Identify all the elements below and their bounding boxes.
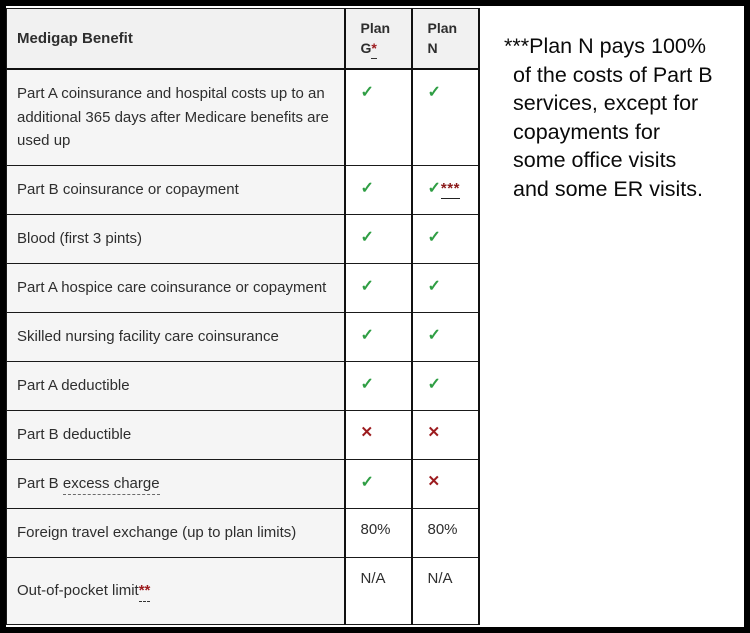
benefit-label-cell [7,558,345,625]
benefit-row [7,558,479,625]
benefit-label: Out-of-pocket limit [17,582,139,600]
plan-g-word: Plan [360,19,391,36]
plan-g-cell [345,362,412,411]
check-icon: ✓ [360,278,374,295]
column-header-plan-n [412,9,479,69]
plan-n-cell [412,509,479,558]
plan-n-cell [412,362,479,411]
footnote-line: and some ER visits. [513,176,703,201]
benefit-label: Part A hospice care coinsurance or copayment [17,279,327,297]
benefit-label-cell [7,313,345,362]
check-icon: ✓ [427,229,441,246]
benefit-label: Blood (first 3 pints) [17,230,143,248]
plan-n-cell [412,69,479,166]
benefit-label: Skilled nursing facility care coinsurance [17,328,279,346]
benefit-row [7,362,479,411]
benefit-label-cell [7,509,345,558]
header-row [7,9,479,69]
benefit-row [7,460,479,509]
benefit-row [7,69,479,166]
plan-g-cell [345,215,412,264]
check-icon: ✓ [360,474,374,491]
table-body [7,69,479,625]
footnote-line: ***Plan N pays 100% [504,34,706,58]
cell-value: 80% [427,521,458,538]
benefit-row [7,215,479,264]
check-icon: ✓ [360,327,374,344]
plan-n-cell [412,166,479,215]
cell-value: 80% [360,521,391,538]
benefit-label: Foreign travel exchange (up to plan limits) [17,524,297,542]
plan-g-cell [345,558,412,625]
check-icon: ✓ [360,180,374,197]
footnote-line: services, except for [513,91,699,116]
footnote-marker[interactable]: ** [139,582,151,602]
benefit-row [7,411,479,460]
plan-g-cell [345,264,412,313]
check-icon: ✓ [360,376,374,393]
plan-g-footnote-marker[interactable]: * [371,40,376,59]
benefit-label-cell [7,215,345,264]
table-header [7,9,479,69]
tooltip-term[interactable]: excess charge [63,475,160,495]
benefit-label-cell [7,166,345,215]
plan-n-word: Plan [427,19,458,36]
cross-icon: ✕ [360,424,374,441]
benefit-label: Part A deductible [17,377,130,395]
plan-n-footnote-text [504,32,744,204]
footnote-line: some office visits [513,148,677,173]
plan-n-letter: N [427,40,438,57]
check-icon: ✓ [427,327,441,344]
plan-n-cell [412,313,479,362]
plan-g-cell [345,166,412,215]
check-icon: ✓ [360,83,374,101]
footnote-line: copayments for [513,119,660,144]
cross-icon: ✕ [427,473,441,490]
benefit-label-cell [7,264,345,313]
benefit-header-label: Medigap Benefit [17,29,133,47]
plan-g-cell [345,411,412,460]
medigap-benefit-table [6,8,480,625]
plan-n-cell [412,264,479,313]
benefit-row [7,313,479,362]
cell-value: N/A [427,570,453,587]
benefit-label: Part B [17,475,63,493]
plan-n-cell [412,558,479,625]
plan-g-cell [345,69,412,166]
footnote-stars-link[interactable]: *** [440,180,460,197]
cross-icon: ✕ [427,424,441,441]
check-icon: ✓ [427,180,441,197]
benefit-label: Part B deductible [17,426,132,444]
benefit-label: Part B coinsurance or copayment [17,181,239,199]
benefit-row [7,509,479,558]
footnote-line: of the costs of Part B [513,62,713,87]
plan-g-cell [345,509,412,558]
plan-n-cell [412,460,479,509]
benefit-label-cell [7,460,345,509]
benefit-label-cell [7,411,345,460]
benefit-label-cell [7,362,345,411]
plan-g-letter: G [360,40,372,57]
cell-value: N/A [360,570,386,587]
benefit-row [7,264,479,313]
plan-n-cell [412,411,479,460]
column-header-benefit [7,9,345,69]
benefit-row [7,166,479,215]
check-icon: ✓ [427,83,441,101]
check-icon: ✓ [427,376,441,393]
check-icon: ✓ [360,229,374,246]
benefit-label-cell [7,69,345,166]
check-icon: ✓ [427,278,441,295]
plan-g-cell [345,460,412,509]
plan-n-cell [412,215,479,264]
column-header-plan-g [345,9,412,69]
plan-g-cell [345,313,412,362]
benefit-label: Part A coinsurance and hospital costs up to an additional 365 days after Medicare benefits are used up [17,85,329,149]
